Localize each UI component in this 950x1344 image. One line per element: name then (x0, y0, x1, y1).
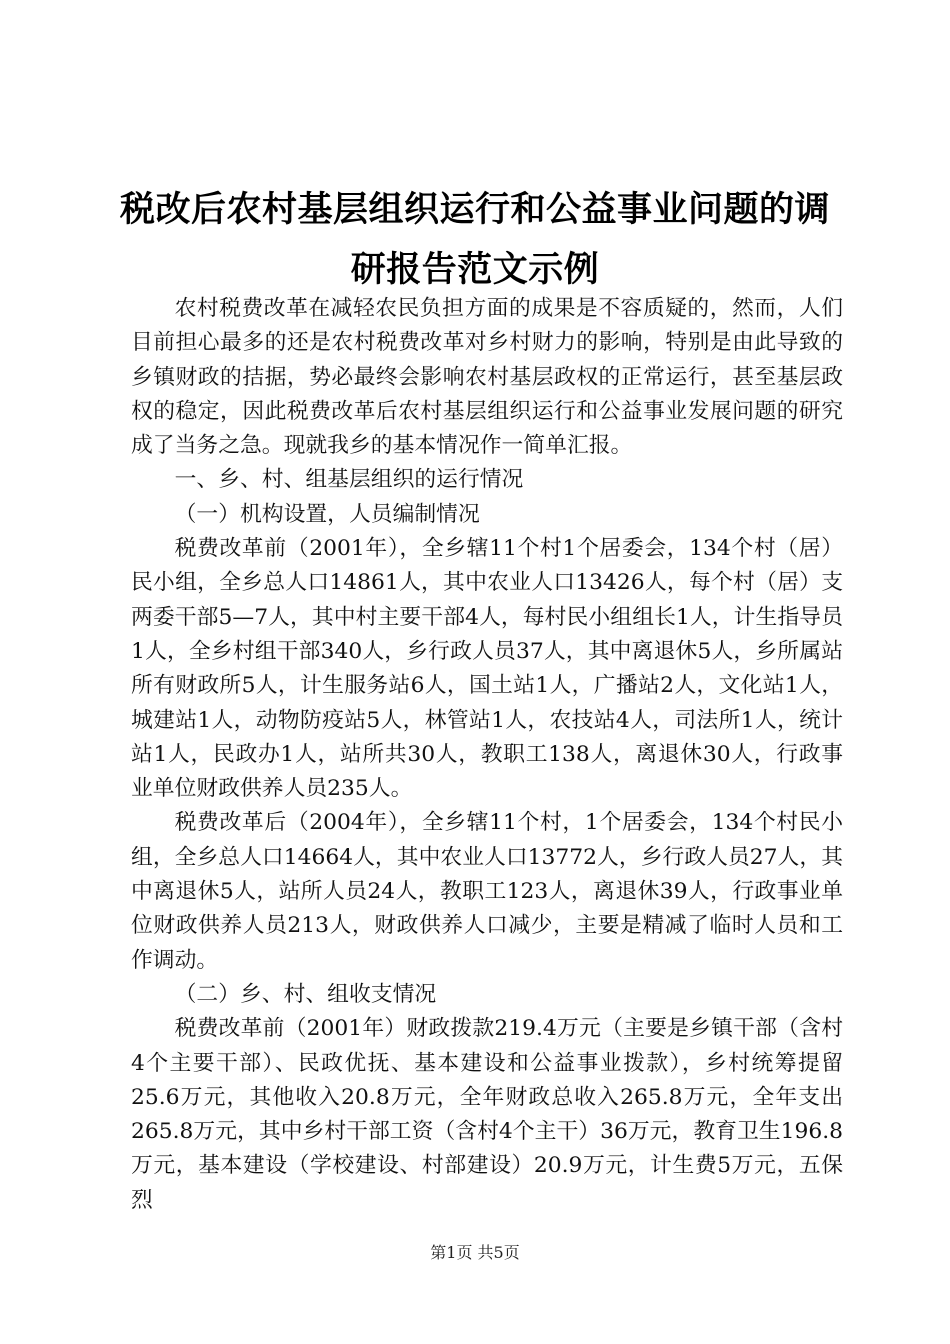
document-body (131, 292, 843, 1218)
section-heading: 一、乡、村、组基层组织的运行情况 (174, 467, 524, 493)
page-number-footer: 第1页 共5页 (430, 1243, 520, 1262)
document-title-line-1: 税改后农村基层组织运行和公益事业问题的调 (119, 190, 830, 230)
subsection-heading: （一）机构设置，人员编制情况 (174, 501, 480, 527)
document-title-line-2: 研报告范文示例 (350, 250, 600, 290)
intro-paragraph: 农村税费改革在减轻农民负担方面的成果是不容质疑的，然而，人们目前担心最多的还是农村税费改革对乡村财力的影响，特别是由此导致的乡镇财政的拮据，势必最终会影响农村基层政权的正常运行，甚至基层政权的稳定，因此税费改革后农村基层组织运行和公益事业发展问题的研究成了当务之急。现就我乡的基本情况作一简单汇报。 (131, 296, 843, 459)
body-paragraph: 税费改革前（2001年），全乡辖11个村1个居委会，134个村（居）民小组，全乡总人口14861人，其中农业人口13426人，每个村（居）支两委干部5—7人，其中村主要干部4人，每村民小组组长1人，计生指导员1人，全乡村组干部340人，乡行政人员37人，其中离退休5人，乡所属站所有财政所5人，计生服务站6人，国土站1人，广播站2人，文化站1人，城建站1人，动物防疫站5人，林管站1人，农技站4人，司法所1人，统计站1人，民政办1人，站所共30人，教职工138人，离退休30人，行政事业单位财政供养人员235人。 (131, 536, 843, 802)
body-paragraph: 税费改革前（2001年）财政拨款219.4万元（主要是乡镇干部（含村4个主要干部）、民政优抚、基本建设和公益事业拨款），乡村统筹提留25.6万元，其他收入20.8万元，全年财政总收入265.8万元，全年支出265.8万元，其中乡村干部工资（含村4个主干）36万元，教育卫生196.8万元，基本建设（学校建设、村部建设）20.9万元，计生费5万元，五保烈 (131, 1016, 843, 1213)
body-paragraph: 税费改革后（2004年），全乡辖11个村，1个居委会，134个村民小组，全乡总人口14664人，其中农业人口13772人，乡行政人员27人，其中离退休5人，站所人员24人，教职工123人，离退休39人，行政事业单位财政供养人员213人，财政供养人口减少，主要是精减了临时人员和工作调动。 (131, 810, 843, 973)
subsection-heading: （二）乡、村、组收支情况 (174, 981, 437, 1007)
